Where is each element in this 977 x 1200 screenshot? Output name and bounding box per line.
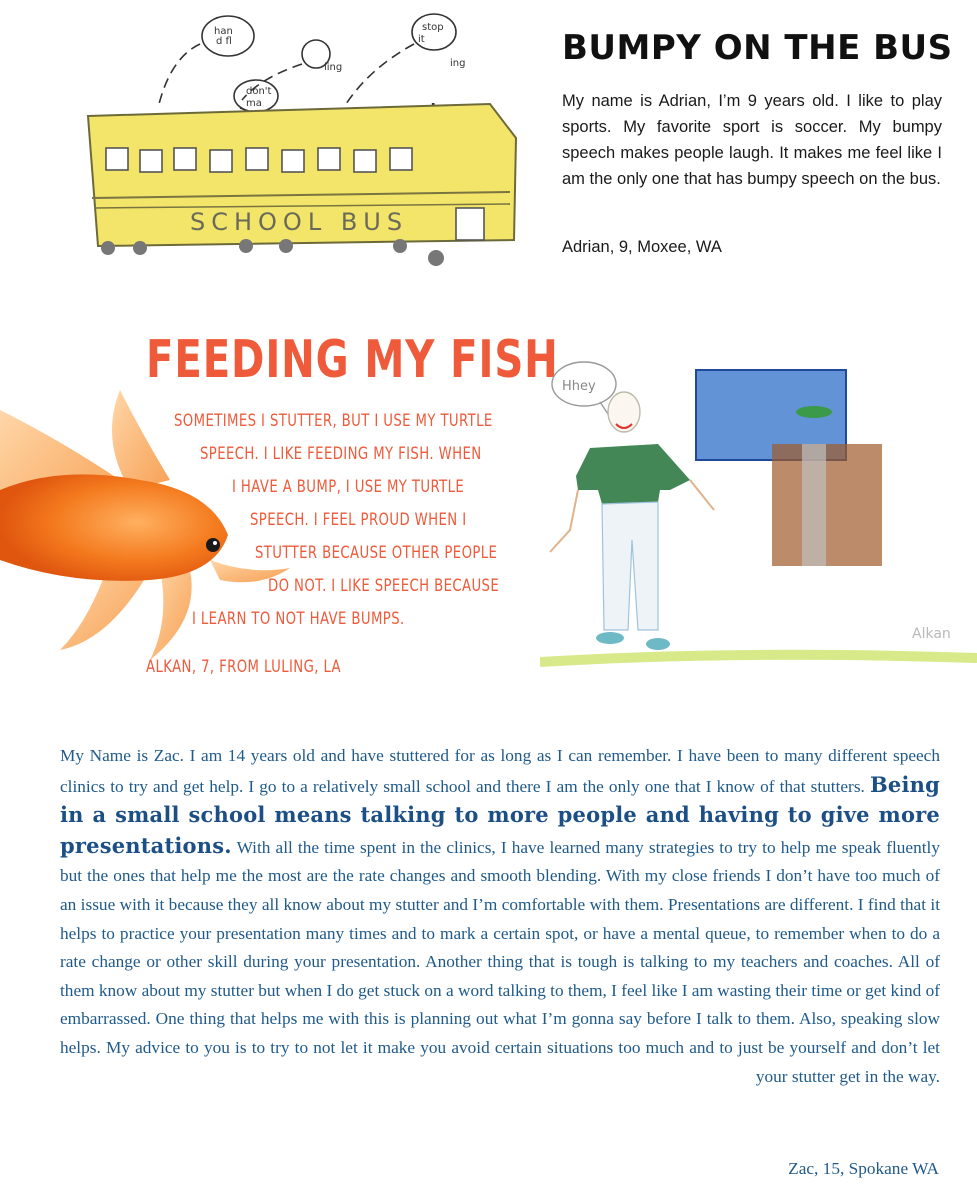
svg-text:Alkan: Alkan — [912, 626, 951, 642]
story-line: I HAVE A BUMP, I USE MY TURTLE — [232, 477, 465, 497]
story-title-feeding-fish: FEEDING MY FISH — [146, 330, 559, 390]
story-line: DO NOT. I LIKE SPEECH BECAUSE — [268, 576, 500, 596]
svg-text:ma: ma — [246, 98, 262, 109]
svg-text:ling: ling — [324, 62, 343, 73]
story-signature-adrian: Adrian, 9, Moxee, WA — [562, 238, 722, 256]
story-body-adrian: My name is Adrian, I’m 9 years old. I like to play sports. My favorite sport is soccer. My bumpy speech makes people laugh. It makes me feel like I am the only one that has bumpy speech on the bus. — [562, 92, 942, 188]
story-signature-alkan: ALKAN, 7, FROM LULING, LA — [146, 657, 342, 677]
story-line: SPEECH. I LIKE FEEDING MY FISH. WHEN — [200, 444, 482, 464]
story-text-rest: With all the time spent in the clinics, I have learned many strategies to try to help me speak fluently but the ones that help me the most are the rate changes and smooth blending. With my close friends I don’t have too much of an issue with it because they all know about my stutter and I’m comfortable with them. Presentations are different. I find that it helps to practice your presentation many times and to mark a certain spot, or have a mental queue, to remember when to do a rate change or other skill during your presentation. Another thing that is tough is talking to my teachers and coaches. All of them know about my stutter but when I do get stuck on a word talking to them, I feel like I am wasting their time or get kind of embarrassed. One thing that helps me with this is planning out what I’m gonna say before I talk to them. Also, speaking slow helps. My advice to you is to try to not let it make you avoid certain situations too much and to just be yourself and don’t let your stutter get in the way. — [60, 837, 940, 1086]
story-line: SOMETIMES I STUTTER, BUT I USE MY TURTLE — [174, 411, 493, 431]
svg-text:SCHOOL BUS: SCHOOL BUS — [190, 208, 409, 236]
svg-text:stop: stop — [422, 22, 444, 33]
story-line: SPEECH. I FEEL PROUD WHEN I — [250, 510, 467, 530]
svg-text:don't: don't — [246, 86, 272, 97]
story-body-zac — [60, 742, 940, 1091]
story-line: STUTTER BECAUSE OTHER PEOPLE — [255, 543, 498, 563]
story-text-intro: My Name is Zac. I am 14 years old and have stuttered for as long as I can remember. I have been to many different speech clinics to try and get help. I go to a relatively small school and there I am the only one that I know of that stutters. — [60, 746, 940, 796]
svg-text:ing: ing — [450, 58, 466, 69]
story-signature-zac: Zac, 15, Spokane WA — [788, 1159, 939, 1178]
svg-text:Hhey: Hhey — [562, 379, 596, 394]
svg-text:han: han — [214, 26, 233, 37]
story-line: I LEARN TO NOT HAVE BUMPS. — [192, 609, 405, 629]
story-title-bumpy-bus: BUMPY ON THE BUS — [562, 28, 953, 68]
svg-text:it: it — [418, 34, 425, 45]
story-body-alkan — [0, 404, 560, 644]
child-and-fish-tank-drawing — [540, 340, 977, 680]
school-bus-drawing — [70, 8, 530, 288]
pull-quote: Being in a small school means talking to more people and having to give more presentations. — [60, 771, 940, 858]
svg-text:d fl: d fl — [216, 36, 232, 47]
